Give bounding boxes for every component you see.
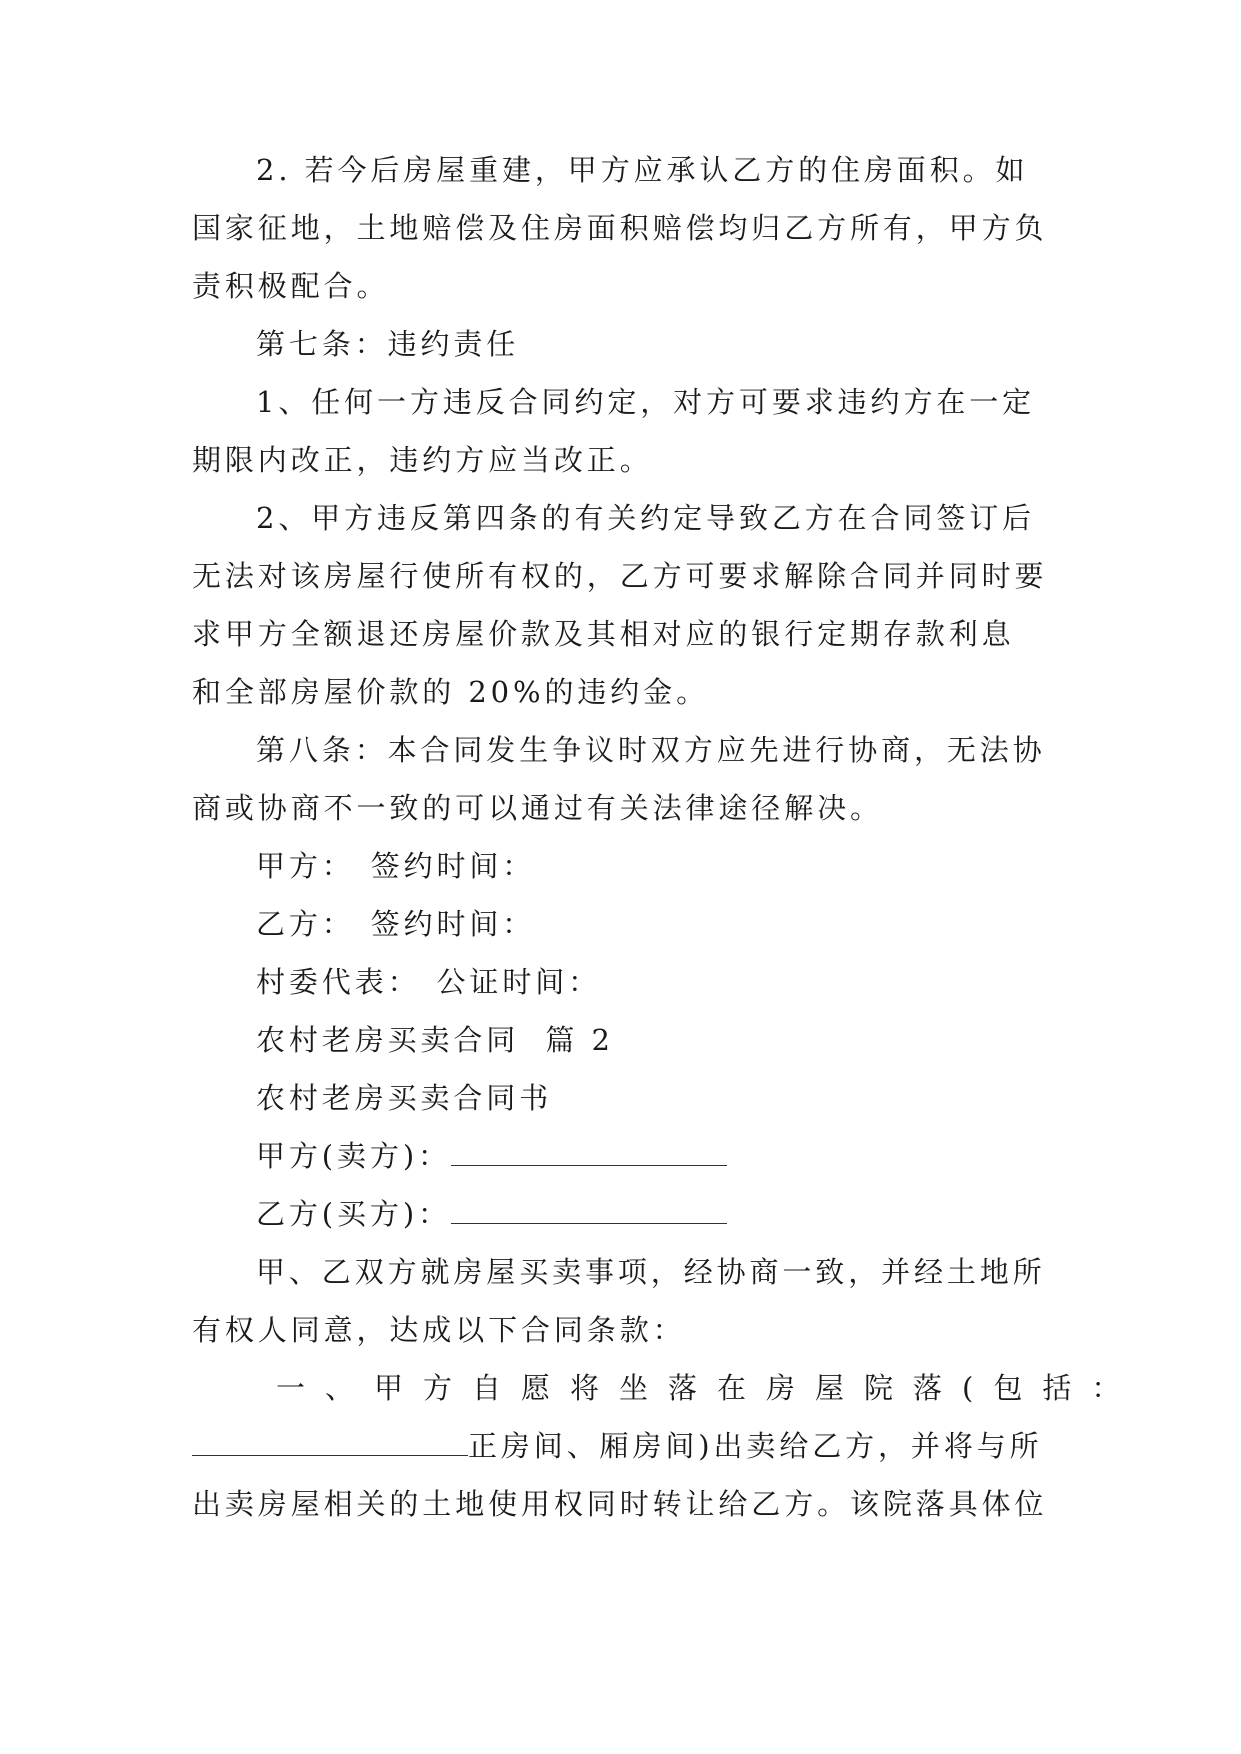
- seller-blank[interactable]: [451, 1139, 727, 1166]
- signature-party-b: [192, 902, 1050, 946]
- seller-label: 甲方(卖方)：: [256, 1139, 451, 1173]
- clause7-item2-line4: 和全部房屋价款的 20%的违约金。: [192, 675, 709, 709]
- clause6-item2-line2: 国家征地，土地赔偿及住房面积赔偿均归乙方所有，甲方负: [192, 211, 1048, 245]
- article1-line3: 出卖房屋相关的土地使用权同时转让给乙方。该院落具体位: [192, 1487, 1048, 1521]
- notarization-time-label: 公证时间：: [436, 965, 602, 999]
- clause6-item2-line1: 2. 若今后房屋重建，甲方应承认乙方的住房面积。如: [256, 153, 1029, 187]
- clause7-title: 第七条：违约责任: [256, 327, 520, 361]
- village-representative-label: 村委代表：: [256, 965, 421, 999]
- intro-line1: 甲、乙双方就房屋买卖事项，经协商一致，并经土地所: [256, 1255, 1046, 1289]
- article1-line2-wrap: [192, 1424, 1050, 1468]
- clause7-item2-line2: 无法对该房屋行使所有权的，乙方可要求解除合同并同时要: [192, 559, 1048, 593]
- signature-party-a: [192, 844, 1050, 888]
- article1-rooms-blank[interactable]: [192, 1429, 468, 1456]
- party-a-sign-time-label: 签约时间：: [370, 849, 536, 883]
- section2-heading: 农村老房买卖合同 篇 2: [256, 1023, 614, 1057]
- article1-line2: 正房间、厢房间)出卖给乙方，并将与所: [468, 1429, 1043, 1463]
- article1-line1: 一、甲方自愿将坐落在房屋院落(包括：: [276, 1371, 1141, 1405]
- clause7-item1-line2: 期限内改正，违约方应当改正。: [192, 443, 653, 477]
- buyer-field: [192, 1192, 1050, 1236]
- buyer-blank[interactable]: [451, 1197, 727, 1224]
- clause7-item2-line1: 2、甲方违反第四条的有关约定导致乙方在合同签订后: [256, 501, 1036, 535]
- section2-title: 农村老房买卖合同书: [256, 1081, 553, 1115]
- signature-village: [192, 960, 1050, 1004]
- buyer-label: 乙方(买方)：: [256, 1197, 451, 1231]
- clause8-line2: 商或协商不一致的可以通过有关法律途径解决。: [192, 791, 883, 825]
- party-b-label: 乙方：: [256, 907, 355, 941]
- seller-field: [192, 1134, 1050, 1178]
- clause6-item2-line3: 责积极配合。: [192, 269, 390, 303]
- clause7-item2-line3: 求甲方全额退还房屋价款及其相对应的银行定期存款利息: [192, 617, 1015, 651]
- party-b-sign-time-label: 签约时间：: [370, 907, 536, 941]
- party-a-label: 甲方：: [256, 849, 355, 883]
- intro-line2: 有权人同意，达成以下合同条款：: [192, 1313, 686, 1347]
- clause7-item1-line1: 1、任何一方违反合同约定，对方可要求违约方在一定: [256, 385, 1036, 419]
- clause8-line1: 第八条：本合同发生争议时双方应先进行协商，无法协: [256, 733, 1046, 767]
